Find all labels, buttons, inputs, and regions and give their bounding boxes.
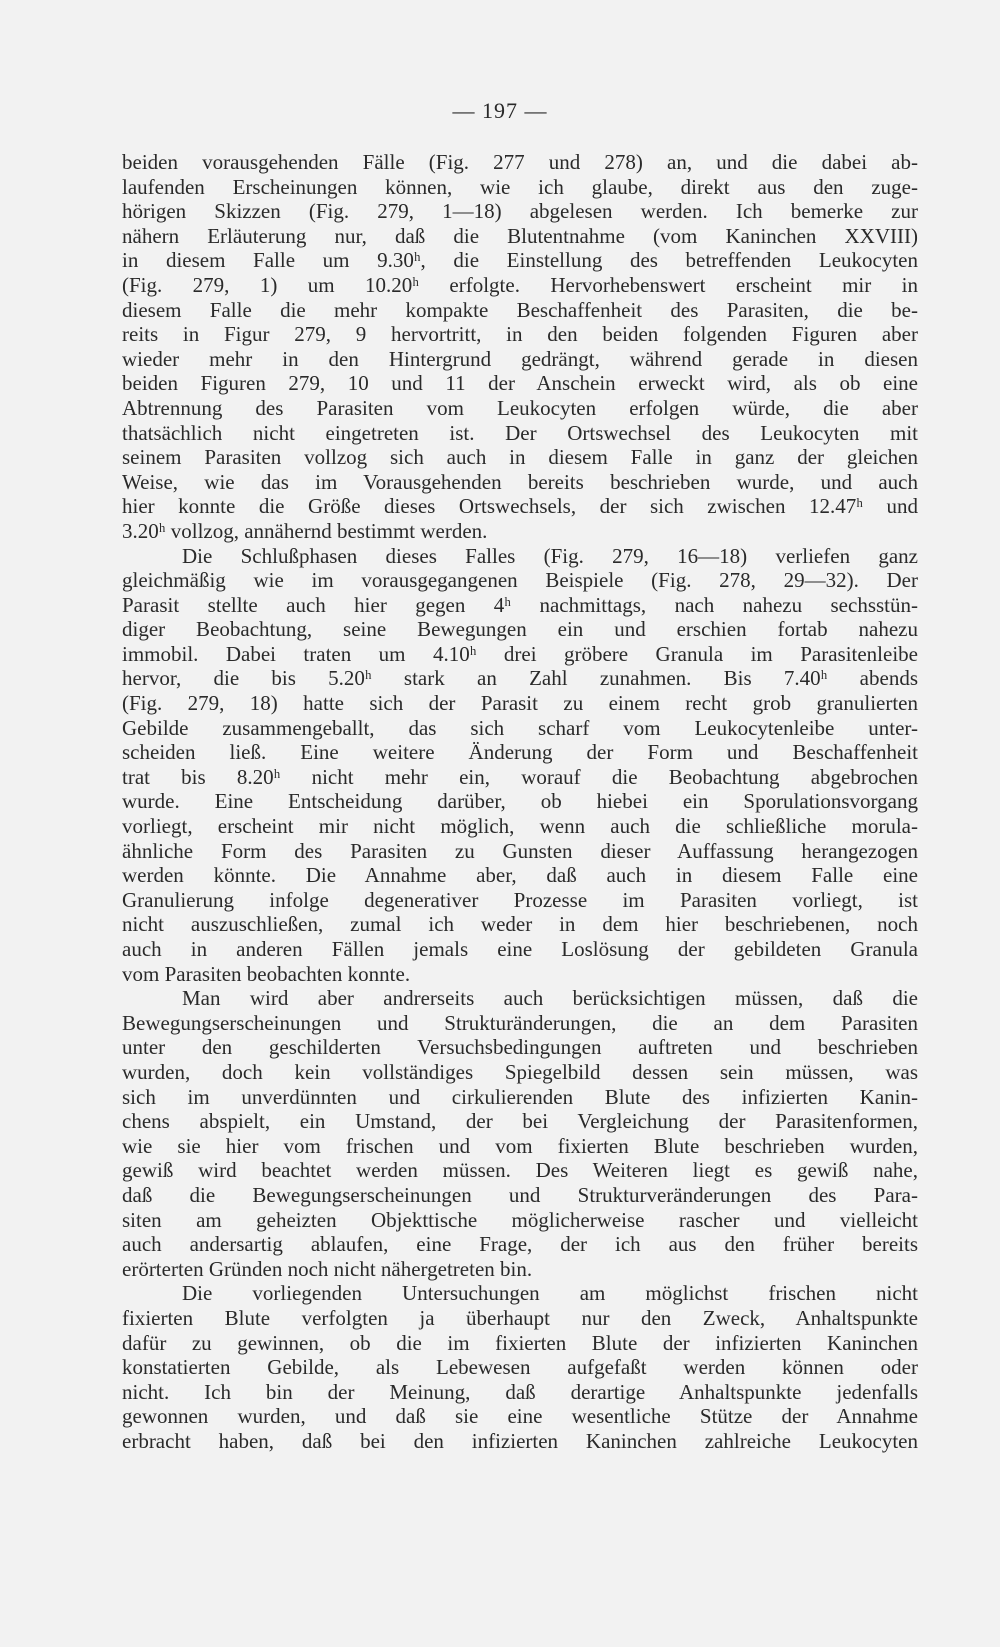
text-line: beiden Figuren 279, 10 und 11 der Anschein erweckt wird, als ob eine [122, 371, 918, 396]
text-line: gewonnen wurden, und daß sie eine wesentliche Stütze der Annahme [122, 1404, 918, 1429]
text-line: hier konnte die Größe dieses Ortswechsels, der sich zwischen 12.47ʰ und [122, 494, 918, 519]
text-line: Die Schlußphasen dieses Falles (Fig. 279, 16—18) verliefen ganz [182, 543, 918, 568]
text-line: diesem Falle die mehr kompakte Beschaffenheit des Parasiten, die be- [122, 297, 918, 322]
text-line: vorliegt, erscheint mir nicht möglich, wenn auch die schließliche morula- [122, 814, 918, 839]
text-line: dafür zu gewinnen, ob die im fixierten Blute der infizierten Kaninchen [122, 1330, 918, 1355]
text-line: nähern Erläuterung nur, daß die Blutentnahme (vom Kaninchen XXVIII) [122, 223, 918, 248]
text-line: siten am geheizten Objekttische möglicherweise rascher und vielleicht [122, 1207, 918, 1232]
text-line: ähnliche Form des Parasiten zu Gunsten dieser Auffassung herangezogen [122, 838, 918, 863]
text-line: beiden vorausgehenden Fälle (Fig. 277 und 278) an, und die dabei ab- [122, 150, 918, 174]
text-line: Gebilde zusammengeballt, das sich scharf vom Leukocytenleibe unter- [122, 715, 918, 740]
text-line: seinem Parasiten vollzog sich auch in diesem Falle in ganz der gleichen [122, 445, 918, 470]
text-line: hervor, die bis 5.20ʰ stark an Zahl zunahmen. Bis 7.40ʰ abends [122, 666, 918, 691]
text-line: vom Parasiten beobachten konnte. [122, 961, 411, 986]
text-line: Granulierung infolge degenerativer Prozesse im Parasiten vorliegt, ist [122, 887, 918, 912]
text-line: Weise, wie das im Vorausgehenden bereits beschrieben wurde, und auch [122, 469, 918, 494]
text-line: chens abspielt, ein Umstand, der bei Vergleichung der Parasitenformen, [122, 1109, 918, 1134]
text-line: werden könnte. Die Annahme aber, daß auch in diesem Falle eine [122, 863, 918, 888]
text-line: wie sie hier vom frischen und vom fixierten Blute beschrieben wurden, [122, 1133, 918, 1158]
text-line: Bewegungserscheinungen und Strukturänderungen, die an dem Parasiten [122, 1010, 918, 1035]
text-line: 3.20ʰ vollzog, annähernd bestimmt werden. [122, 518, 488, 543]
text-line: daß die Bewegungserscheinungen und Strukturveränderungen des Para- [122, 1182, 918, 1207]
body-text [122, 150, 918, 1453]
text-line: diger Beobachtung, seine Bewegungen ein und erschien fortab nahezu [122, 617, 918, 642]
text-line: konstatierten Gebilde, als Lebewesen aufgefaßt werden können oder [122, 1355, 918, 1380]
text-line: gewiß wird beachtet werden müssen. Des Weiteren liegt es gewiß nahe, [122, 1158, 918, 1183]
text-line: sich im unverdünnten und cirkulierenden Blute des infizierten Kanin- [122, 1084, 918, 1109]
text-line: unter den geschilderten Versuchsbedingungen auftreten und beschrieben [122, 1035, 918, 1060]
text-line: (Fig. 279, 18) hatte sich der Parasit zu einem recht grob granulierten [122, 691, 918, 716]
text-line: wieder mehr in den Hintergrund gedrängt, während gerade in diesen [122, 346, 918, 371]
text-line: erörterten Gründen noch nicht nähergetreten bin. [122, 1256, 533, 1281]
text-line: reits in Figur 279, 9 hervortritt, in den beiden folgenden Figuren aber [122, 322, 918, 347]
text-line: scheiden ließ. Eine weitere Änderung der Form und Beschaffenheit [122, 740, 918, 765]
text-line: nicht auszuschließen, zumal ich weder in dem hier beschriebenen, noch [122, 912, 918, 937]
text-line: Die vorliegenden Untersuchungen am möglichst frischen nicht [182, 1281, 918, 1306]
text-line: auch andersartig ablaufen, eine Frage, der ich aus den früher bereits [122, 1232, 918, 1257]
page-number: — 197 — [452, 98, 548, 123]
text-line: hörigen Skizzen (Fig. 279, 1—18) abgelesen werden. Ich bemerke zur [122, 199, 918, 224]
text-line: gleichmäßig wie im vorausgegangenen Beispiele (Fig. 278, 29—32). Der [122, 568, 918, 593]
text-line: immobil. Dabei traten um 4.10ʰ drei gröbere Granula im Parasitenleibe [122, 641, 918, 666]
text-line: wurden, doch kein vollständiges Spiegelbild dessen sein müssen, was [122, 1059, 918, 1084]
text-line: fixierten Blute verfolgten ja überhaupt nur den Zweck, Anhaltspunkte [122, 1305, 918, 1330]
text-line: (Fig. 279, 1) um 10.20ʰ erfolgte. Hervorhebenswert erscheint mir in [122, 272, 918, 297]
text-line: Man wird aber andrerseits auch berücksichtigen müssen, daß die [182, 986, 918, 1011]
text-line: thatsächlich nicht eingetreten ist. Der Ortswechsel des Leukocyten mit [122, 420, 918, 445]
text-line: Abtrennung des Parasiten vom Leukocyten erfolgen würde, die aber [122, 395, 918, 420]
text-line: in diesem Falle um 9.30ʰ, die Einstellung des betreffenden Leukocyten [122, 248, 918, 273]
text-line: wurde. Eine Entscheidung darüber, ob hiebei ein Sporulationsvorgang [122, 789, 918, 814]
text-line: trat bis 8.20ʰ nicht mehr ein, worauf die Beobachtung abgebrochen [122, 764, 918, 789]
text-line: laufenden Erscheinungen können, wie ich glaube, direkt aus den zuge- [122, 174, 918, 199]
text-line: erbracht haben, daß bei den infizierten Kaninchen zahlreiche Leukocyten [122, 1428, 918, 1453]
text-line: Parasit stellte auch hier gegen 4ʰ nachmittags, nach nahezu sechsstün- [122, 592, 918, 617]
text-line: auch in anderen Fällen jemals eine Loslösung der gebildeten Granula [122, 937, 918, 961]
text-line: nicht. Ich bin der Meinung, daß derartige Anhaltspunkte jedenfalls [122, 1379, 918, 1404]
